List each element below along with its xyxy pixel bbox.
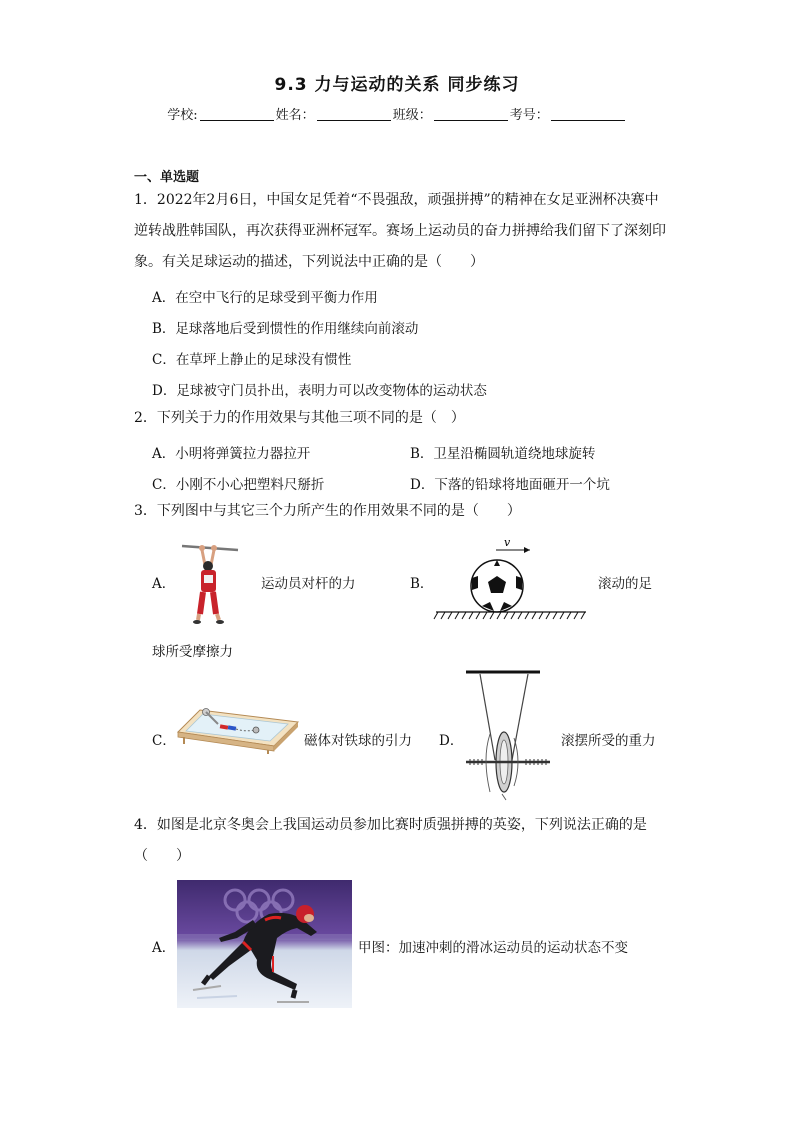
q3-option-c-label[interactable]: C． (152, 733, 176, 749)
name-label: 姓名： (275, 108, 315, 123)
pole-vaulter-figure (180, 542, 240, 624)
q4-option-a-caption: 甲图：加速冲刺的滑冰运动员的运动状态不变 (358, 940, 628, 956)
rolling-football-figure (434, 536, 594, 622)
speed-skater-photo (177, 880, 352, 1008)
velocity-label: v (504, 536, 511, 549)
q3-option-d-label[interactable]: D． (439, 733, 464, 749)
q3-option-b-caption: 滚动的足 (598, 576, 652, 592)
rolling-pendulum-figure (462, 668, 556, 802)
q1-option-d[interactable]: D．足球被守门员扑出，表明力可以改变物体的运动状态 (152, 383, 487, 399)
q2-option-a[interactable]: A．小明将弹簧拉力器拉开 (152, 446, 311, 462)
q1-option-b[interactable]: B．足球落地后受到惯性的作用继续向前滚动 (152, 321, 419, 337)
q3-stem: 3．下列图中与其它三个力所产生的作用效果不同的是（ ） (134, 503, 521, 519)
q4-stem-cont: （ ） (134, 848, 190, 864)
q1-option-c[interactable]: C．在草坪上静止的足球没有惯性 (152, 352, 352, 368)
q2-option-d[interactable]: D．下落的铅球将地面砸开一个坑 (410, 477, 610, 493)
section-heading: 一、单选题 (134, 170, 200, 185)
class-blank[interactable] (434, 108, 508, 121)
name-blank[interactable] (317, 108, 391, 121)
q1-stem-line3: 象。有关足球运动的描述，下列说法中正确的是（ ） (134, 254, 484, 270)
page-title: 9.3 力与运动的关系 同步练习 (274, 75, 520, 95)
student-info-line (0, 104, 794, 123)
number-blank[interactable] (551, 108, 625, 121)
q1-stem-line1: 1．2022年2月6日，中国女足凭着“不畏强敌，顽强拼搏”的精神在女足亚洲杯决赛中 (134, 192, 659, 208)
q2-stem: 2．下列关于力的作用效果与其他三项不同的是（ ） (134, 410, 465, 426)
q2-option-c[interactable]: C．小刚不小心把塑料尺掰折 (152, 477, 325, 493)
q3-option-d-caption: 滚摆所受的重力 (561, 733, 656, 749)
q4-stem: 4．如图是北京冬奥会上我国运动员参加比赛时质强拼搏的英姿，下列说法正确的是 (134, 817, 647, 833)
q3-option-a-caption: 运动员对杆的力 (261, 576, 356, 592)
number-label: 考号： (509, 108, 549, 123)
q3-option-b-label[interactable]: B． (410, 576, 434, 592)
q1-stem-line2: 逆转战胜韩国队，再次获得亚洲杯冠军。赛场上运动员的奋力拼搏给我们留下了深刻印 (134, 223, 666, 239)
q3-option-c-caption: 磁体对铁球的引力 (304, 733, 412, 749)
q2-option-b[interactable]: B．卫星沿椭圆轨道绕地球旋转 (410, 446, 596, 462)
magnet-tray-figure (176, 704, 300, 754)
q3-option-a-label[interactable]: A． (152, 576, 176, 592)
q3-option-b-caption-cont: 球所受摩擦力 (152, 644, 233, 660)
school-label: 学校: (167, 108, 198, 123)
school-blank[interactable] (200, 108, 274, 121)
q4-option-a-label[interactable]: A． (152, 940, 176, 956)
q1-option-a[interactable]: A．在空中飞行的足球受到平衡力作用 (152, 290, 378, 306)
class-label: 班级： (392, 108, 432, 123)
